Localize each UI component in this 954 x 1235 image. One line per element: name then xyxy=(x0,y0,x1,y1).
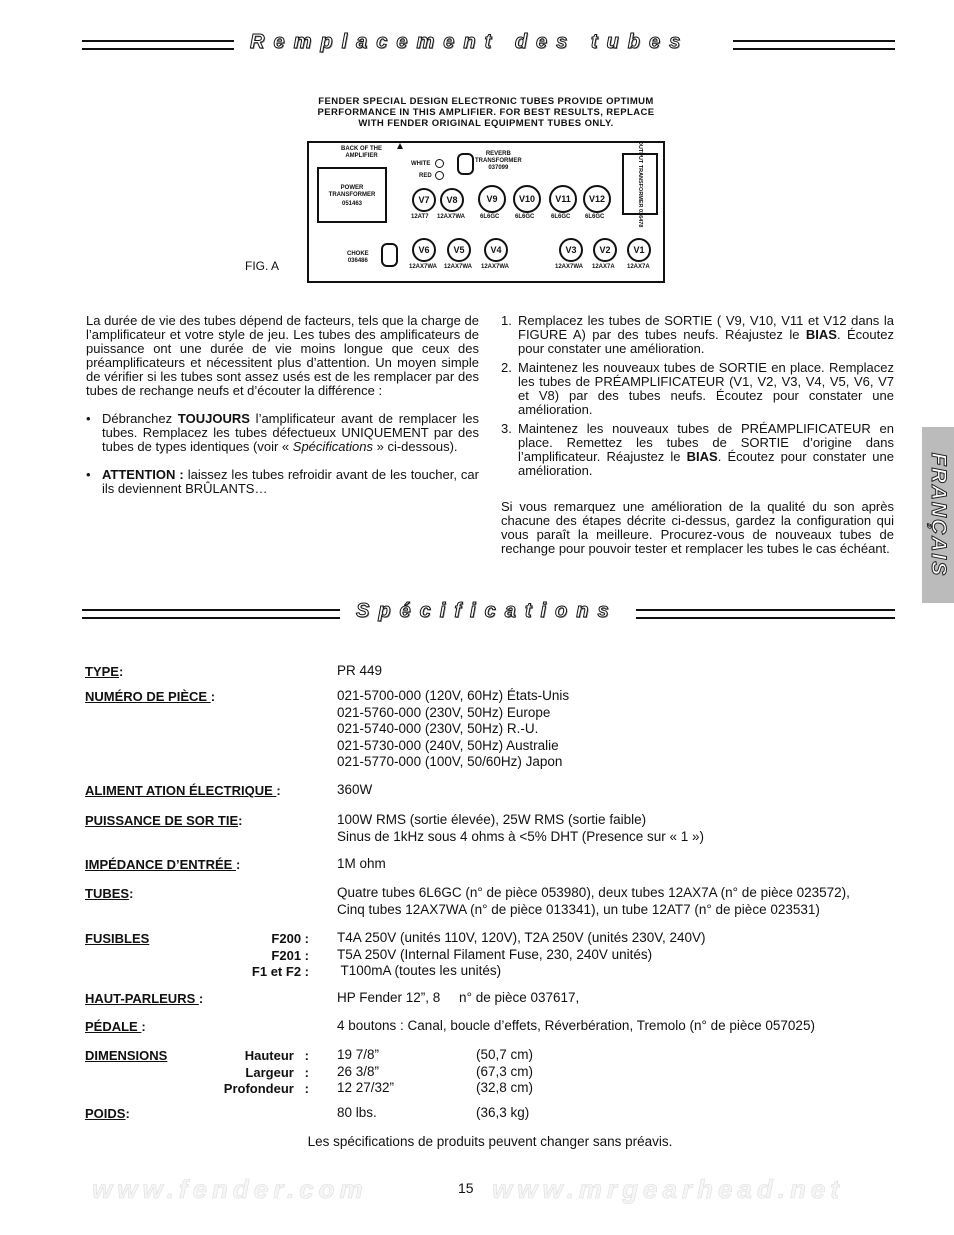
step-2: 2. Maintenez les nouveaux tubes de SORTIE en place. Remplacez les tubes de PRÉAMPLIFICATEUR (V1, V2, V3, V4, V5, V6, V7 et V8) par des tubes neufs. Écoutez pour constater une amélioration. xyxy=(501,360,894,417)
tube-v3-type: 12AX7WA xyxy=(555,264,584,270)
output-transformer: OUTPUT TRANSFORMER 026478 xyxy=(622,153,658,215)
tube-v5-type: 12AX7WA xyxy=(444,264,473,270)
tube-v8-type: 12AX7WA xyxy=(437,214,466,220)
section-heading-specifications: Spécifications xyxy=(356,600,618,622)
footer-url-mrgearhead: www.mrgearhead.net xyxy=(492,1174,844,1204)
step-3: 3. Maintenez les nouveaux tubes de PRÉAMPLIFICATEUR en place. Remettez les tubes de SORTIE d’origine dans l’amplificateur. Réajustez le BIAS. Écoutez pour constater une amélioration. xyxy=(501,421,894,478)
page-number: 15 xyxy=(458,1180,474,1196)
spec-disclaimer: Les spécifications de produits peuvent changer sans préavis. xyxy=(307,1134,673,1149)
tube-v6: V6 xyxy=(412,238,436,262)
choke-label: CHOKE 036486 xyxy=(347,251,369,264)
intro-paragraph: La durée de vie des tubes dépend de facteurs, tels que la charge de l’amplificateur et votre style de jeu. Les tubes des amplificateurs de puissance ont une durée de vie moins longue que ceux des préamplificateurs et nécessitent plus d’attention. Un moyen simple de vérifier si les tubes sont assez usés est de les remplacer par des tubes de rechange neufs et d’écouter la différence : xyxy=(86,313,479,398)
tube-v4: V4 xyxy=(484,238,508,262)
bullet-icon: • xyxy=(86,467,91,482)
tube-v2: V2 xyxy=(593,238,617,262)
tube-v12: V12 xyxy=(583,185,611,213)
tube-v2-type: 12AX7A xyxy=(592,264,615,270)
language-tab: FRANÇAIS xyxy=(922,427,954,603)
bullet-warning: • ATTENTION : laissez les tubes refroidir avant de les toucher, car ils deviennent BRÛLANTS… xyxy=(86,467,479,496)
tube-v11: V11 xyxy=(549,185,577,213)
tube-v10: V10 xyxy=(513,185,541,213)
tube-v1-type: 12AX7A xyxy=(627,264,650,270)
choke-socket xyxy=(381,243,398,267)
bullet-icon: • xyxy=(86,411,91,426)
footer-url-fender: www.fender.com xyxy=(92,1174,368,1204)
closing-paragraph: Si vous remarquez une amélioration de la qualité du son après chacune des étapes décrite ci-dessus, gardez la configuration qui vous paraît la meilleure. Procurez-vous de nouveaux tubes de rechange pour pouvoir tester et remplacer les tubes le cas échéant. xyxy=(501,499,894,556)
tube-v8: V8 xyxy=(440,188,464,212)
tube-v5: V5 xyxy=(447,238,471,262)
amplifier-diagram xyxy=(307,141,665,283)
specs-rule-right xyxy=(636,609,895,619)
tube-v10-type: 6L6GC xyxy=(515,214,535,220)
section-heading-tube-replacement: Remplacement des tubes xyxy=(250,31,690,53)
white-wire-ring xyxy=(435,159,444,168)
tube-v9: V9 xyxy=(478,185,506,213)
tube-v7-type: 12AT7 xyxy=(411,214,429,220)
step-1: 1. Remplacez les tubes de SORTIE ( V9, V10, V11 et V12 dans la FIGURE A) par des tubes neufs. Réajustez le BIAS. Écoutez pour constater une amélioration. xyxy=(501,313,894,356)
white-wire-label: WHITE xyxy=(411,161,431,167)
tube-v12-type: 6L6GC xyxy=(585,214,605,220)
tube-v4-type: 12AX7WA xyxy=(481,264,510,270)
left-column xyxy=(86,314,479,496)
reverb-socket xyxy=(457,153,474,175)
tube-v7: V7 xyxy=(412,188,436,212)
tube-v3: V3 xyxy=(559,238,583,262)
red-wire-ring xyxy=(435,171,444,180)
red-wire-label: RED xyxy=(419,173,432,179)
reverb-label: REVERB TRANSFORMER 037099 xyxy=(475,151,522,171)
bullet-unplug: • Débranchez TOUJOURS l’amplificateur avant de remplacer les tubes. Remplacez les tubes défectueux UNIQUEMENT par des tubes de types identiques (voir « Spécifications » ci-dessous). xyxy=(86,411,479,454)
power-transformer: POWER TRANSFORMER 051463 xyxy=(317,167,387,223)
arrow-up-icon xyxy=(397,143,403,149)
tube-v6-type: 12AX7WA xyxy=(409,264,438,270)
tube-v11-type: 6L6GC xyxy=(551,214,571,220)
heading-rule-right xyxy=(733,40,895,50)
right-column xyxy=(501,314,894,556)
figure-label: FIG. A xyxy=(245,259,280,273)
specs-rule-left xyxy=(82,609,340,619)
back-label: BACK OF THE AMPLIFIER xyxy=(341,146,382,159)
tube-v1: V1 xyxy=(627,238,651,262)
heading-rule-left xyxy=(82,40,234,50)
tube-notice: FENDER SPECIAL DESIGN ELECTRONIC TUBES PROVIDE OPTIMUM PERFORMANCE IN THIS AMPLIFIER. FOR BEST RESULTS, REPLACE WITH FENDER ORIGINAL EQUIPMENT TUBES ONLY. xyxy=(317,96,655,129)
tube-v9-type: 6L6GC xyxy=(480,214,500,220)
